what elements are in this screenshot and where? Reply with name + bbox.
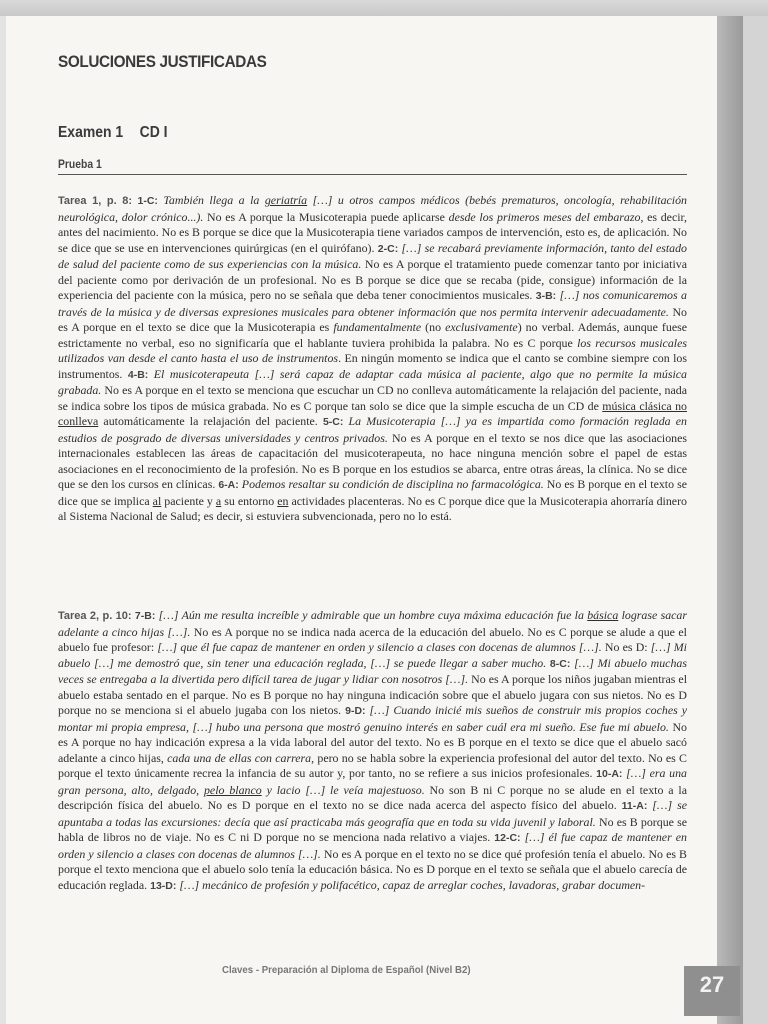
body-text: No es A porque la Musicoterapia puede aplicarse: [203, 209, 449, 224]
answer-key: 11-A:: [621, 800, 648, 812]
body-text: No es A porque en el texto se nos dice que las asociaciones internacionales establecen las áreas de capacitación del musicoterapeuta, no hace ninguna mención sobre el papel de estas asociaciones en el reconocimiento de la profesión. No es B porque en los estudios se abarca, entre otras áreas, la clínica. No se dice que se den los cursos en clínicas.: [58, 430, 687, 491]
tarea2-body: [58, 608, 687, 892]
quote-underlined-text: básica: [587, 608, 619, 622]
answer-key: 5-C:: [322, 416, 344, 428]
body-text: No es B porque se habla de libros no de viaje. No es C ni D porque no se menciona nada relativo a viajes.: [58, 814, 687, 844]
quote-text: y lacio […] le veía majestuoso.: [261, 782, 425, 797]
quote-text: […] u otros campos médicos (bebés prematuros, oncología, rehabilitación neurológica, dolor crónico...).: [58, 193, 687, 224]
answer-key: 9-D:: [345, 705, 366, 717]
body-text: No es D:: [601, 640, 651, 654]
body-text: No es A porque los niños jugaban mientras el abuelo estaba sentado en el parque. No es B porque no hay ninguna indicación sobre que el abuelo jugara con sus nietos. No es D porque no se menciona si el abuelo jugaba con los nietos.: [58, 672, 687, 717]
answer-key: 3-B:: [535, 290, 557, 302]
quote-text: También llega a la: [157, 193, 265, 207]
exam-label: Examen 1: [58, 124, 124, 141]
answer-key: 4-B:: [127, 368, 149, 381]
body-text: No es A porque el tratamiento puede comenzar tanto por iniciativa del paciente como por derivación de un profesional. No es B porque se dice que se recaba (pide, consigue) información de la experiencia del paciente con la música, pero no se señala que deba tener conocimientos musicales.: [58, 257, 687, 302]
answer-key: 12-C:: [494, 832, 521, 844]
quote-text: desde los primeros meses del embarazo: [448, 209, 641, 224]
quote-text: cada una de ellas con carrera: [167, 750, 312, 765]
quote-text: […] que él fue capaz de mantener en orden y silencio a clases con docenas de alumnos […].: [157, 640, 602, 654]
body-text: ) no verbal. Además, aunque fuese estrictamente no verbal, eso no significaría que el hablante tuviera prohibida la palabra. No es C porque: [58, 320, 688, 350]
underlined-text: en: [277, 493, 289, 508]
tarea1-paragraph: [58, 193, 687, 525]
tarea1-label: Tarea 1, p. 8:: [58, 195, 132, 207]
tarea1-body: [58, 193, 687, 523]
body-text: paciente y: [161, 493, 216, 508]
body-text: No es A porque en el texto se dice que la Musicoterapia es: [58, 304, 687, 334]
cd-label: CD I: [139, 124, 168, 141]
body-text: automáticamente la relajación del paciente.: [98, 414, 323, 428]
tarea2-paragraph: [58, 608, 687, 894]
scan-top-edge: [0, 0, 768, 16]
page-number: 27: [699, 972, 725, 997]
body-text: , es decir, antes del nacimiento. No es B porque se dice que la Musicoterapia tiene variados campos de intervención, esto es, de aplicación. No se dice que se use en intervenciones quirúrgicas (en el quirófano).: [58, 209, 688, 255]
quote-text: […] mecánico de profesión y polifacético, capaz de arreglar coches, lavadoras, grabar documen-: [176, 877, 646, 892]
body-text: su entorno: [221, 493, 278, 508]
body-text: No es B porque en el texto se dice que se implica: [58, 477, 687, 508]
quote-text: los recursos musicales utilizados van desde el canto hasta el uso de instrumentos: [58, 335, 687, 365]
quote-underlined-text: pelo blanco: [203, 782, 262, 797]
quote-text: […] nos comunicaremos a través de la música y de diversas expresiones musicales para obtener información que nos permita intervenir adecuadamente.: [58, 288, 687, 319]
answer-key: 8-C:: [549, 657, 571, 670]
body-text: No son B ni C porque no se alude en el texto a la descripción física del abuelo. No es D porque en el texto no se dice nada acerca del aspecto físico del abuelo.: [58, 782, 688, 812]
exam-heading: [58, 124, 180, 142]
section-divider: [58, 174, 687, 175]
quote-underlined-text: geriatría: [264, 193, 308, 207]
quote-text: […] Aún me resulta increíble y admirable que un hombre cuya máxima educación fue la: [155, 608, 588, 622]
answer-key: 1-C:: [137, 195, 158, 207]
quote-text: […] Mi abuelo muchas veces se entregaba a la divertida pero difícil tarea de jugar y lidiar con nosotros […].: [58, 655, 687, 686]
underlined-text: música clásica no conlleva: [58, 398, 687, 428]
quote-text: […] él fue capaz de mantener en orden y silencio a clases con docenas de alumnos […].: [58, 830, 687, 861]
tarea2-label: Tarea 2, p. 10:: [58, 610, 132, 622]
quote-text: La Musicoterapia […] ya es impartida como formación reglada en estudios de posgrado de diversas universidades y centros privados.: [58, 414, 687, 445]
body-text: . En ningún momento se indica que el canto se combine siempre con los instrumentos.: [58, 351, 688, 381]
quote-text: […] Cuando inicié mis sueños de construir mis propios coches y montar mi propia empresa, […] hubo una persona que mostró genuino interés en saber cuál era mi sueño. Ese fue mi abuelo.: [58, 703, 687, 734]
answer-key: 13-D:: [150, 879, 177, 892]
body-text: , pero no se habla sobre la experiencia profesional del autor del texto. No es C porque el texto únicamente recrea la infancia de su autor y, por tanto, no se refiere a sus inicios profesionales.: [58, 750, 687, 780]
quote-text: […] se recabará previamente información, tanto del estado de salud del paciente como de sus experiencias con la música.: [58, 240, 687, 271]
underlined-text: al: [152, 493, 162, 508]
quote-text: El musicoterapeuta […] será capaz de adaptar cada música al paciente, algo que no permite la música grabada.: [58, 366, 687, 397]
answer-key: 10-A:: [596, 768, 623, 780]
body-text: No es A porque en el texto se menciona que escuchar un CD no conlleva automáticamente la relajación del paciente, nada se indica sobre los tipos de música grabada. No es C porque tan solo se dice que la simple escucha de un CD de: [58, 383, 687, 413]
section-heading: Prueba 1: [58, 159, 102, 171]
footer-text: Claves - Preparación al Diploma de Español (Nivel B2): [222, 964, 471, 976]
body-text: No es A porque no se indica nada acerca de la educación del abuelo. No es C porque se alude a que el abuelo fue profesor:: [58, 624, 687, 654]
body-text: No es A porque en el texto no se dice qué profesión tenía el abuelo. No es B porque el texto menciona que el abuelo solo tenía la educación básica. No es D porque en el texto se señala que el abuelo carecía de educación reglada.: [58, 846, 687, 892]
answer-key: 2-C:: [377, 242, 399, 255]
answer-key: 6-A:: [218, 479, 239, 491]
quote-text: lograse sacar adelante a cinco hijas […].: [58, 608, 687, 639]
quote-text: […] se apuntaba a todas las excursiones: decía que así practicaba más geografía que en toda su vida juvenil y laboral.: [58, 798, 687, 829]
side-color-bar: [717, 16, 743, 1024]
page-title: SOLUCIONES JUSTIFICADAS: [58, 52, 267, 71]
quote-text: […] Mi abuelo […] me demostró que, sin tener una educación reglada, […] se puede llegar a saber mucho.: [58, 640, 687, 670]
body-text: actividades placenteras. No es C porque dice que la Musicoterapia ahorraría dinero al Sistema Nacional de Salud; es decir, si estuviera subvencionada, pero no lo está.: [58, 493, 687, 523]
quote-text: exclusivamente: [445, 320, 518, 334]
quote-text: […] era una gran persona, alto, delgado,: [58, 766, 687, 797]
answer-key: 7-B:: [134, 610, 156, 622]
underlined-text: a: [215, 493, 222, 508]
quote-text: fundamentalmente: [333, 320, 422, 334]
scan-right-edge: [743, 16, 768, 1024]
quote-text: Podemos resaltar su condición de disciplina no farmacológica.: [238, 477, 544, 491]
body-text: (no: [421, 320, 446, 334]
body-text: No es A porque no hay indicación expresa a la vida laboral del autor del texto. No es B porque en el texto se dice que el abuelo sacó adelante a cinco hijas,: [58, 719, 687, 765]
